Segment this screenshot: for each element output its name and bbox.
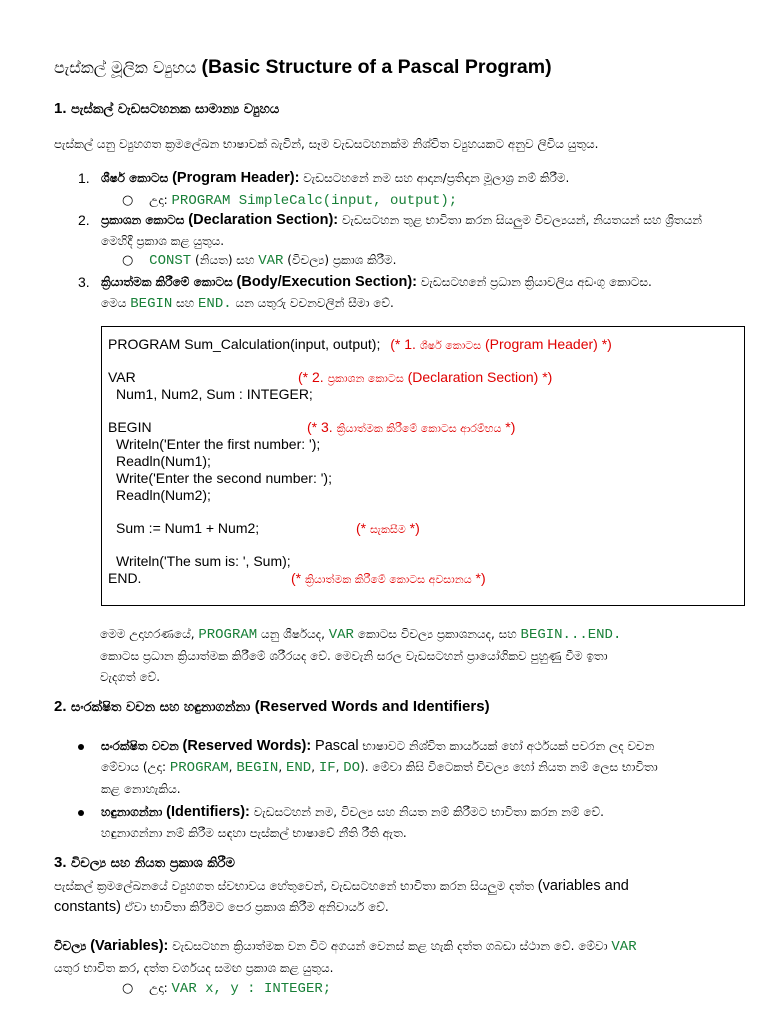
list-item-body: 3. ක්‍රියාත්මක කිරීමේ කොටස (Body/Execution Section): වැඩසටහනේ ප්‍රධාන ක්‍රියාවලිය අඩංගු කොටස. මෙය BEGIN සහ END. යන යතුරු වචනවලින් සීමා වේ. xyxy=(78,274,652,312)
comment-header: (* 1. ශීර්ෂ කොටස (Program Header) *) xyxy=(390,336,612,352)
code-line-writeln-sum: Writeln('The sum is: ', Sum); xyxy=(116,553,291,569)
section1-heading: 1. පැස්කල් වැඩසටහනක සාමාන්‍ය ව්‍යුහය xyxy=(54,100,280,117)
section1-intro: පැස්කල් යනු ව්‍යුහගත ක්‍රමලේඛන භාෂාවක් බැවින්, සෑම වැඩසටහනක්ම නිශ්චිත ව්‍යුහයකට අනුව ලිවිය යුතුය. xyxy=(54,137,599,151)
comment-declaration: (* 2. ප්‍රකාශන කොටස (Declaration Section) *) xyxy=(298,369,553,385)
title-sinhala: පැස්කල් මූලික ව්‍යුහය xyxy=(54,58,197,77)
bullet-reserved-words: සංරක්ෂිත වචන (Reserved Words): Pascal භාෂාවට නිශ්චිත කාර්යයක් හෝ අර්ථයක් පවරන ලද වචන මේවාය (උදා: PROGRAM, BEGIN, END, IF, DO). මේවා කිසි විටෙකත් විචල්‍ය හෝ නියත නම් ලෙස භාවිතා කළ නොහැකිය. xyxy=(78,736,728,800)
bullet-icon xyxy=(78,744,84,750)
code-line-declarations: Num1, Num2, Sum : INTEGER; xyxy=(116,386,313,402)
bullet-identifiers: හඳුනාගන්නා (Identifiers): වැඩසටහන් නම, විචල්‍ය සහ නියත නම් කිරීමට භාවිතා කරන නම් වේ. හඳුනාගන්නා නම් කිරීම සඳහා පැස්කල් භාෂාවේ නීති රීති ඇත. xyxy=(78,802,728,844)
comment-processing: (* සැකසීම *) xyxy=(356,520,420,536)
code-line-readln-1: Readln(Num1); xyxy=(116,453,211,469)
code-line-write-2: Write('Enter the second number: '); xyxy=(116,470,332,486)
code-line-program: PROGRAM Sum_Calculation(input, output); (* 1. ශීර්ෂ කොටස (Program Header) *) xyxy=(108,336,612,352)
page-title xyxy=(54,56,552,79)
comment-body-start: (* 3. ක්‍රියාත්මක කිරීමේ කොටස ආරම්භය *) xyxy=(307,419,516,435)
bullet-icon xyxy=(78,810,84,816)
sub-item-example-1: ○ උදා: PROGRAM SimpleCalc(input, output); xyxy=(122,193,458,209)
circle-bullet-icon: ○ xyxy=(122,193,134,208)
section3-heading: 3. විචල්‍ය සහ නියත ප්‍රකාශ කිරීම xyxy=(54,854,235,871)
circle-bullet-icon: ○ xyxy=(122,253,134,268)
section3-intro: පැස්කල් ක්‍රමලේඛනයේ ව්‍යුහගත ස්වභාවය හේතුවෙන්, වැඩසටහනේ භාවිතා කරන සියලුම දත්ත (variables and constants) ඒවා භාවිතා කිරීමට පෙර ප්‍රකාශ කිරීම අනිවාර්ය වේ. xyxy=(54,878,629,915)
list-item-program-header: 1. ශීර්ෂ කොටස (Program Header): වැඩසටහනේ නම සහ ආදාන/ප්‍රතිදාන මූලාශ්‍ර නම් කිරීම. xyxy=(78,170,570,186)
code-line-sum: Sum := Num1 + Num2; xyxy=(116,520,260,536)
title-english: (Basic Structure of a Pascal Program) xyxy=(201,56,552,78)
code-example-box xyxy=(101,326,745,606)
code-line-writeln-1: Writeln('Enter the first number: '); xyxy=(116,436,321,452)
code-line-var: VAR xyxy=(108,369,136,385)
code-line-begin: BEGIN xyxy=(108,419,152,435)
code-line-readln-2: Readln(Num2); xyxy=(116,487,211,503)
sub-item-var-example: ○ උදා: VAR x, y : INTEGER; xyxy=(122,981,332,997)
code-line-end: END. xyxy=(108,570,142,586)
variables-paragraph: විචල්‍ය (Variables): වැඩසටහන ක්‍රියාත්මක වන විට අගයන් වෙනස් කළ හැකි දත්ත ගබඩා ස්ථාන වේ. මේවා VAR යතුර භාවිත කර, දත්ත වර්ගයද සමඟ ප්‍රකාශ කළ යුතුය. xyxy=(54,938,637,975)
comment-body-end: (* ක්‍රියාත්මක කිරීමේ කොටස අවසානය *) xyxy=(291,570,486,586)
section2-heading: 2. සංරක්ෂිත වචන සහ හඳුනාගන්නා (Reserved Words and Identifiers) xyxy=(54,698,490,715)
circle-bullet-icon: ○ xyxy=(122,981,134,996)
example-explanation: මෙම උදාහරණයේ, PROGRAM යනු ශීර්ෂයද, VAR කොටස විචල්‍ය ප්‍රකාශනයද, සහ BEGIN...END. කොටස ප්‍රධාන ක්‍රියාත්මක කිරීමේ ශරීරයද වේ. මෙවැනි සරල වැඩසටහන් ප්‍රායෝගිකව පුහුණු වීම ඉතා වැදගත් වේ. xyxy=(100,627,622,684)
list-item-declaration: 2. ප්‍රකාශන කොටස (Declaration Section): වැඩසටහන තුළ භාවිතා කරන සියලුම විචල්‍යයන්, නියතයන් සහ ශ්‍රිතයන් මෙහිදී ප්‍රකාශ කළ යුතුය. xyxy=(78,212,703,248)
sub-item-example-2: ○ CONST (නියත) සහ VAR (විචල්‍ය) ප්‍රකාශ කිරීම. xyxy=(122,253,397,269)
